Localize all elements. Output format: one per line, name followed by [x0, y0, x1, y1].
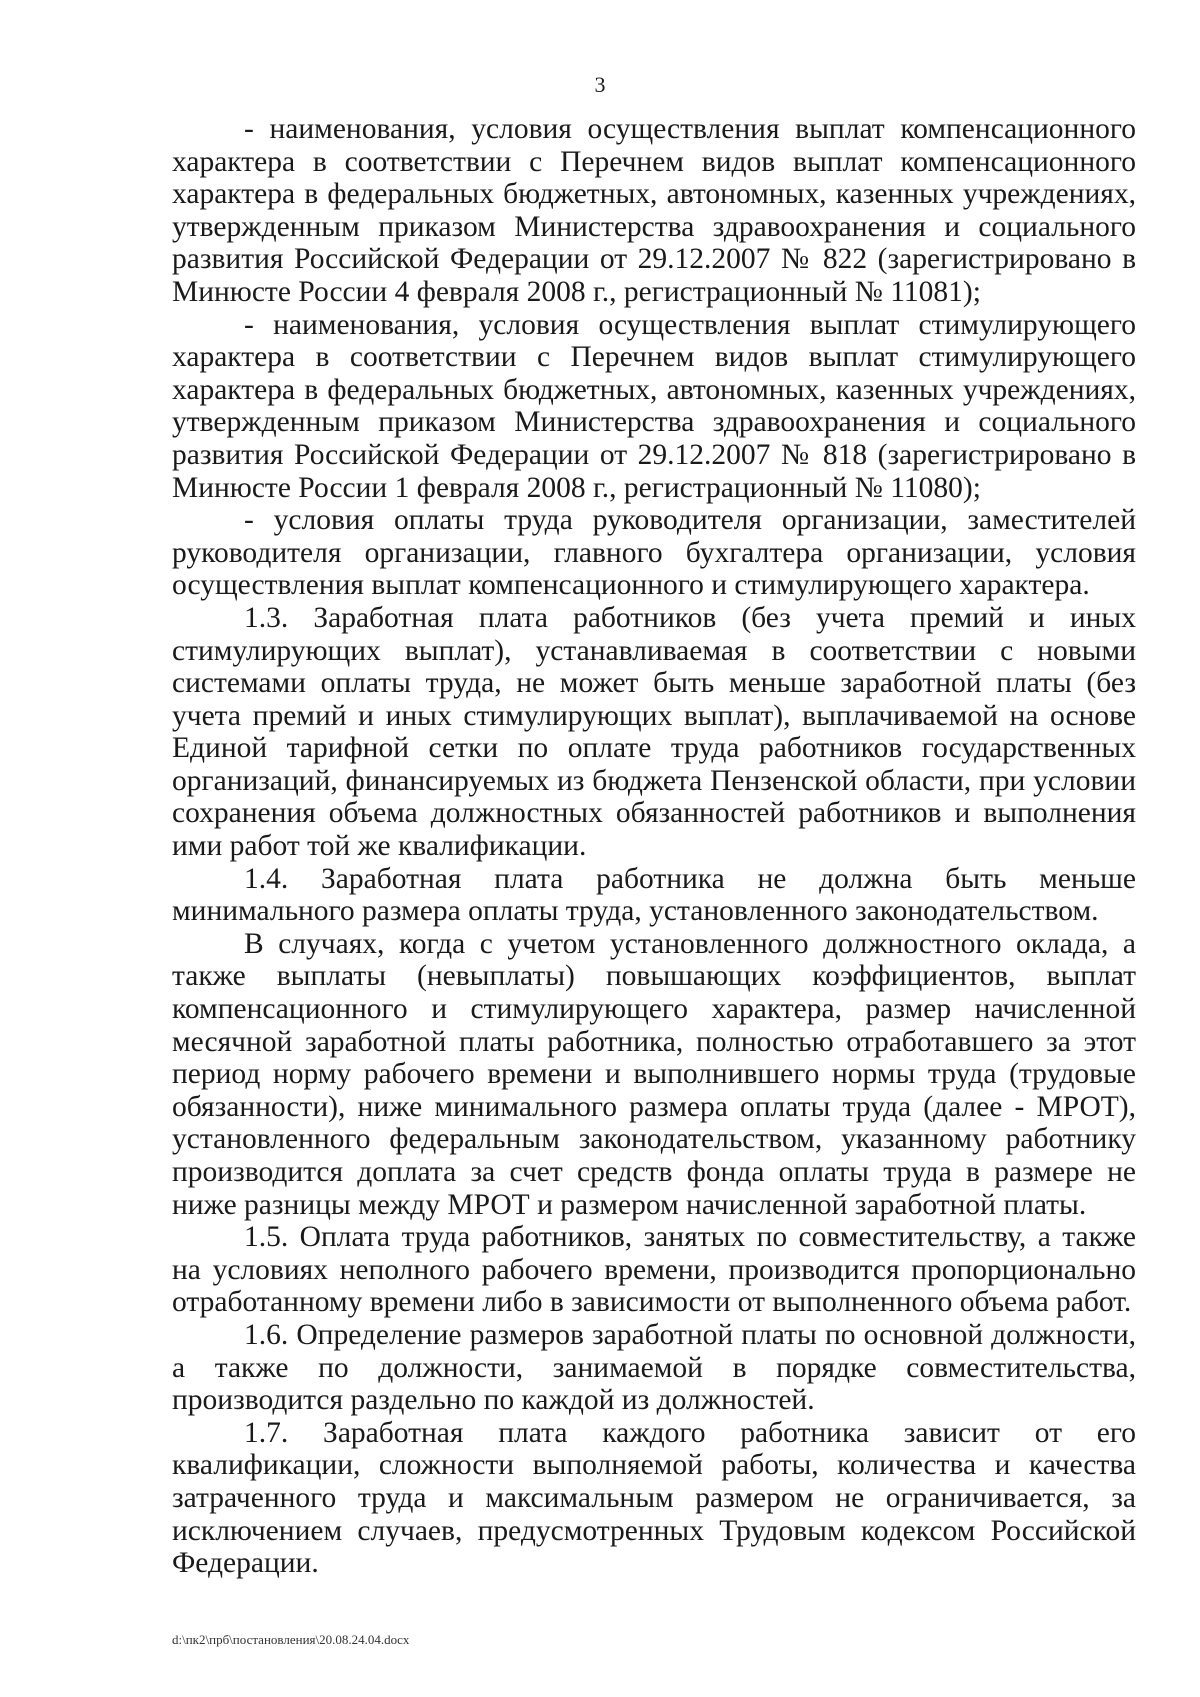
- document-body: [172, 113, 1136, 1580]
- paragraph-1-5: 1.5. Оплата труда работников, занятых по совместительству, а также на условиях неполного рабочего времени, производится пропорционально отработанному времени либо в зависимости от выполненного объема работ.: [172, 1221, 1136, 1319]
- paragraph-compensation-payments: - наименования, условия осуществления выплат компенсационного характера в соответствии с Перечнем видов выплат компенсационного характера в федеральных бюджетных, автономных, казенных учреждениях, утвержденным приказом Министерства здравоохранения и социального развития Российской Федерации от 29.12.2007 № 822 (зарегистрировано в Минюсте России 4 февраля 2008 г., регистрационный № 11081);: [172, 113, 1136, 308]
- paragraph-mrot-supplement: В случаях, когда с учетом установленного должностного оклада, а также выплаты (невыплаты) повышающих коэффициентов, выплат компенсационного и стимулирующего характера, размер начисленной месячной заработной платы работника, полностью отработавшего за этот период норму рабочего времени и выполнившего нормы труда (трудовые обязанности), ниже минимального размера оплаты труда (далее - МРОТ), установленного федеральным законодательством, указанному работнику производится доплата за счет средств фонда оплаты труда в размере не ниже разницы между МРОТ и размером начисленной заработной платы.: [172, 927, 1136, 1221]
- paragraph-1-3: 1.3. Заработная плата работников (без учета премий и иных стимулирующих выплат), устанавливаемая в соответствии с новыми системами оплаты труда, не может быть меньше заработной платы (без учета премий и иных стимулирующих выплат), выплачиваемой на основе Единой тарифной сетки по оплате труда работников государственных организаций, финансируемых из бюджета Пензенской области, при условии сохранения объема должностных обязанностей работников и выполнения ими работ той же квалификации.: [172, 601, 1136, 863]
- paragraph-incentive-payments: - наименования, условия осуществления выплат стимулирующего характера в соответствии с Перечнем видов выплат стимулирующего характера в федеральных бюджетных, автономных, казенных учреждениях, утвержденным приказом Министерства здравоохранения и социального развития Российской Федерации от 29.12.2007 № 818 (зарегистрировано в Минюсте России 1 февраля 2008 г., регистрационный № 11080);: [172, 308, 1136, 504]
- paragraph-1-6: 1.6. Определение размеров заработной платы по основной должности, а также по должности, занимаемой в порядке совместительства, производится раздельно по каждой из должностей.: [172, 1318, 1136, 1417]
- page-number: 3: [594, 72, 606, 97]
- paragraph-1-4: 1.4. Заработная плата работника не должна быть меньше минимального размера оплаты труда, установленного законодательством.: [172, 862, 1136, 928]
- footer-file-path: d:\пк2\прб\постановления\20.08.24.04.docx: [172, 1632, 410, 1647]
- paragraph-management-pay-conditions: - условия оплаты труда руководителя организации, заместителей руководителя организации, главного бухгалтера организации, условия осуществления выплат компенсационного и стимулирующего характера.: [172, 504, 1136, 602]
- paragraph-1-7: 1.7. Заработная плата каждого работника зависит от его квалификации, сложности выполняемой работы, количества и качества затраченного труда и максимальным размером не ограничивается, за исключением случаев, предусмотренных Трудовым кодексом Российской Федерации.: [172, 1416, 1136, 1580]
